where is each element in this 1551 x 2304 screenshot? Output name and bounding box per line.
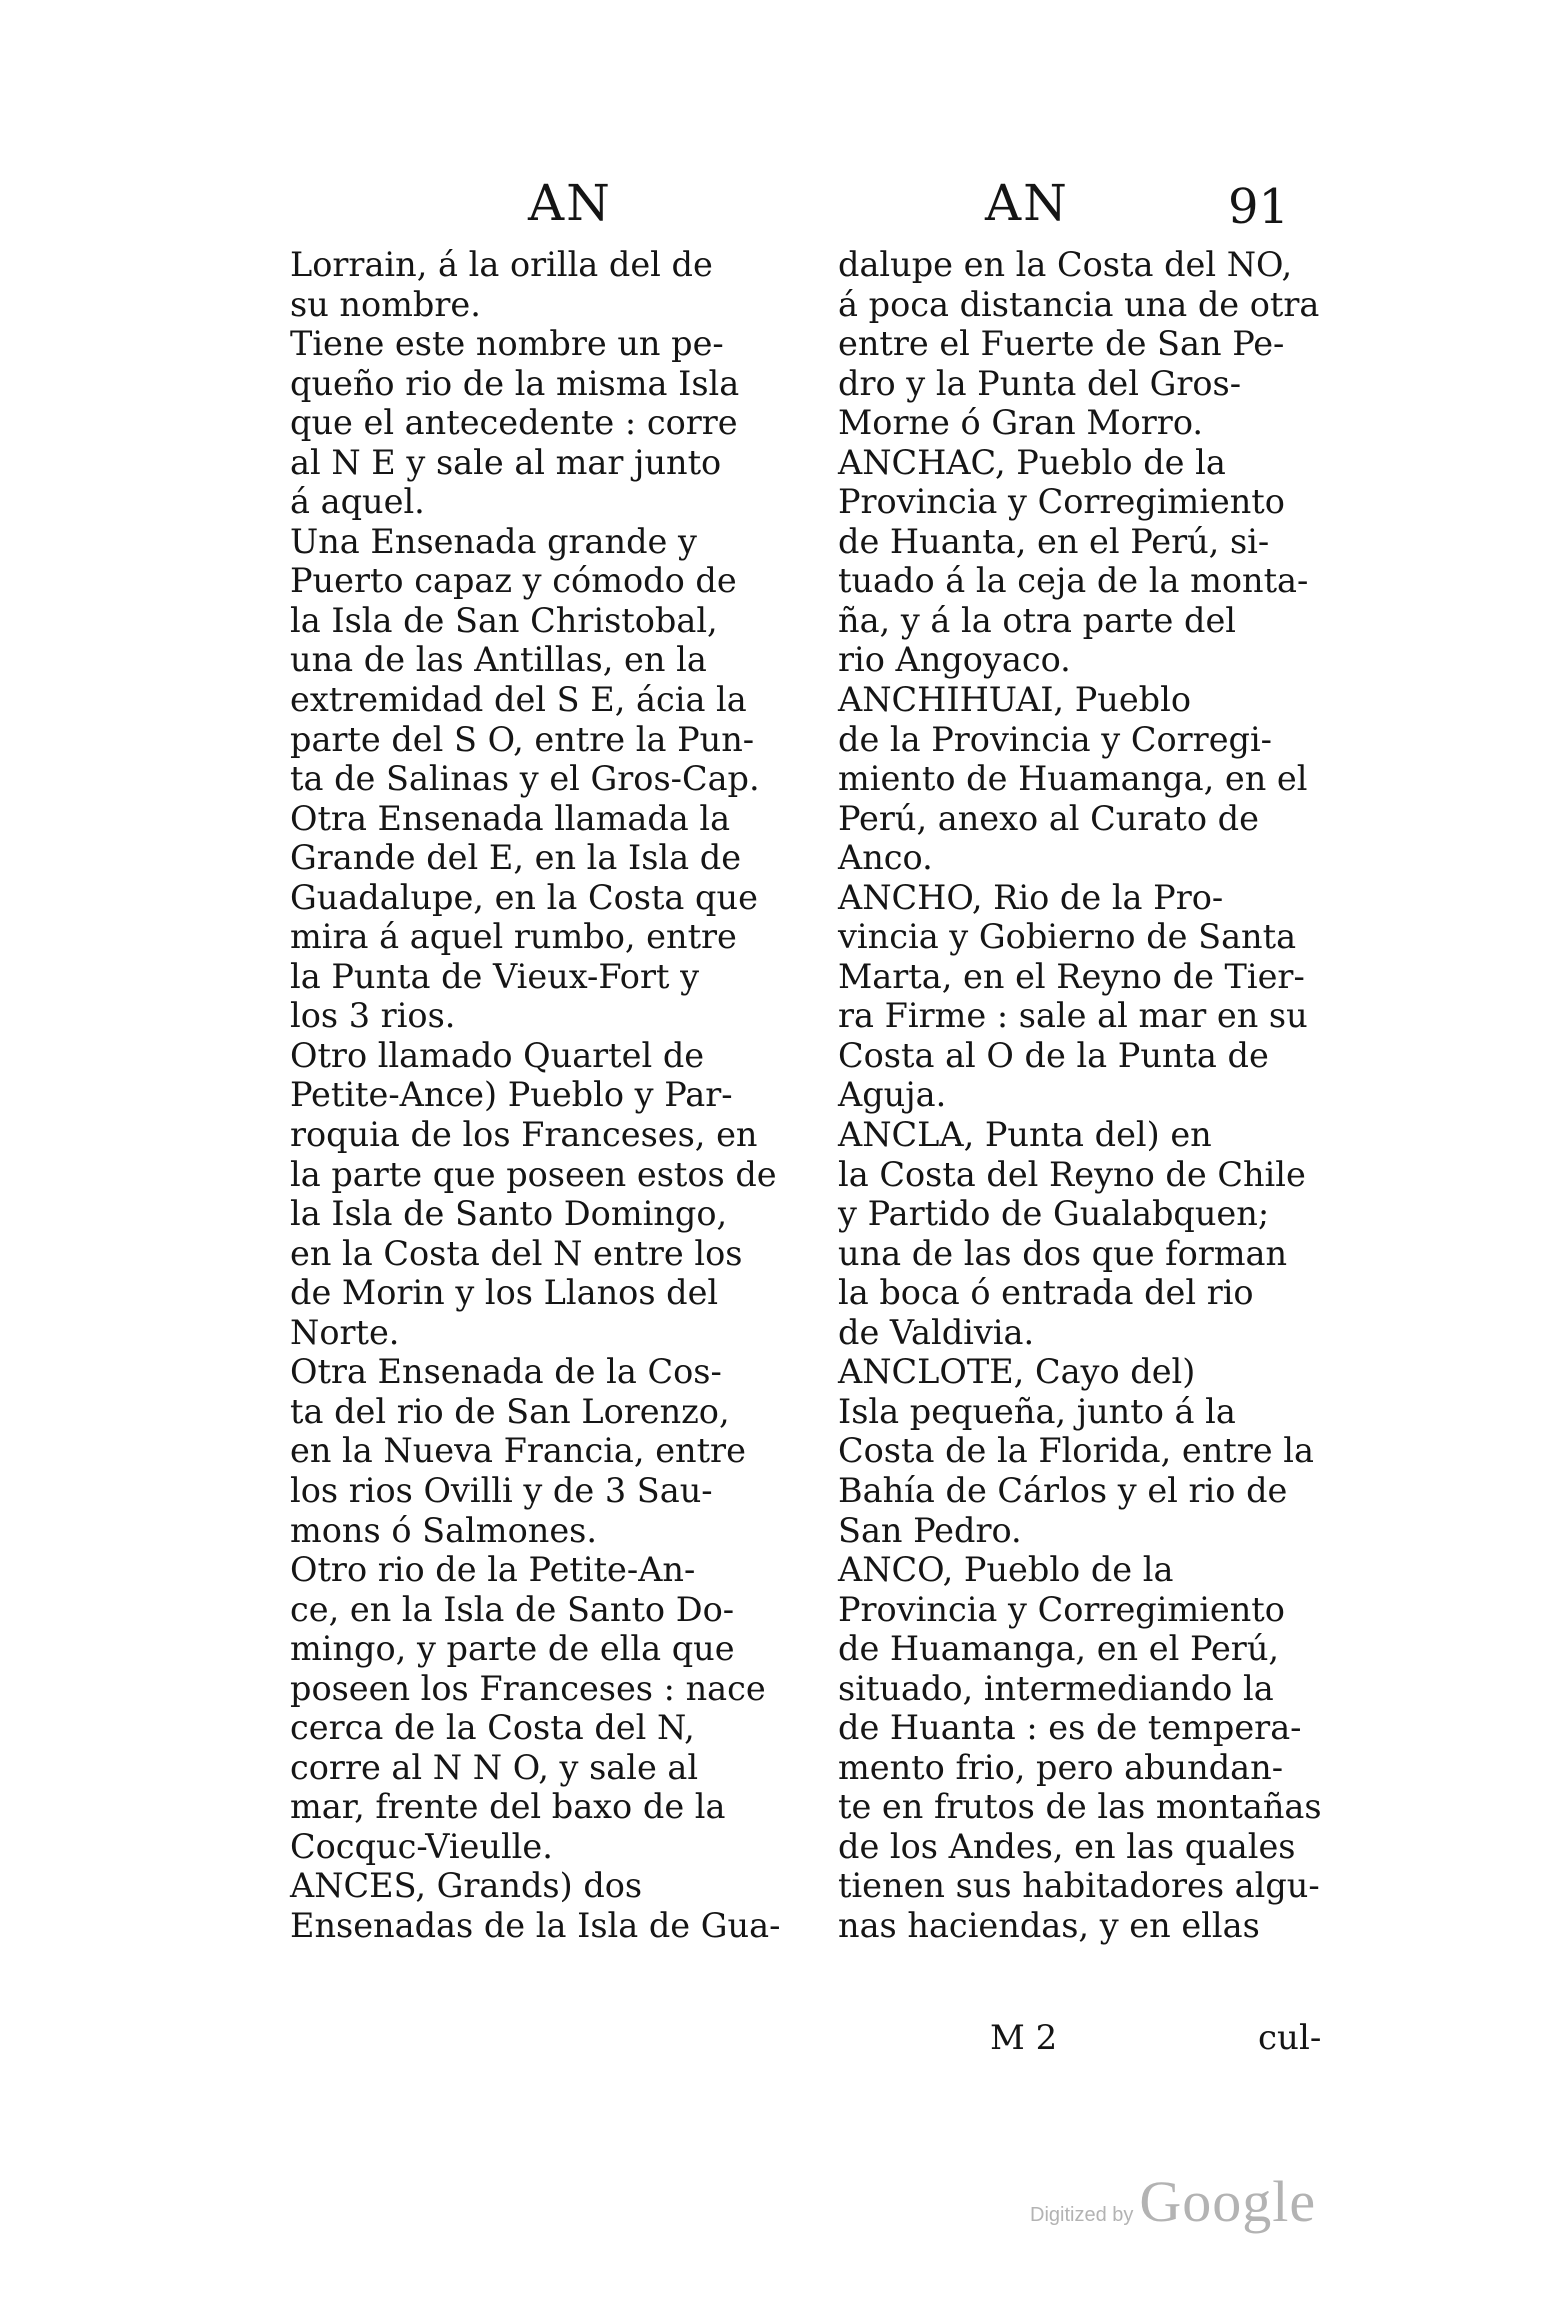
text-line: la boca ó entrada del rio	[838, 1273, 1254, 1313]
text-line: ña, y á la otra parte del	[838, 600, 1236, 640]
text-line: Bahía de Cárlos y el rio de	[838, 1470, 1288, 1510]
text-line: ta de Salinas y el Gros-Cap.	[290, 759, 760, 799]
text-line: San Pedro.	[838, 1510, 1022, 1550]
text-line: dalupe en la Costa del NO,	[838, 245, 1293, 284]
text-line: Costa de la Florida, entre la	[838, 1431, 1314, 1471]
text-line: una de las Antillas, en la	[290, 640, 707, 680]
text-line: la Costa del Reyno de Chile	[838, 1154, 1306, 1194]
text-line: Ensenadas de la Isla de Gua-	[290, 1905, 781, 1945]
text-line: Guadalupe, en la Costa que	[290, 877, 758, 917]
text-line: extremidad del S E, ácia la	[290, 680, 747, 720]
text-line: ANCLOTE, Cayo del)	[838, 1352, 1196, 1392]
digitized-label: Digitized by	[1030, 2204, 1134, 2226]
text-line: de Huamanga, en el Perú,	[838, 1629, 1280, 1669]
text-line: corre al N N O, y sale al	[290, 1747, 699, 1787]
google-logo: Google	[1139, 2169, 1317, 2234]
text-line: poseen los Franceses : nace	[290, 1668, 766, 1708]
text-line: ra Firme : sale al mar en su	[838, 996, 1308, 1036]
text-line: á aquel.	[290, 482, 425, 522]
text-line: los rios Ovilli y de 3 Sau-	[290, 1470, 713, 1510]
text-line: Una Ensenada grande y	[290, 521, 697, 561]
text-line: Grande del E, en la Isla de	[290, 838, 742, 878]
running-head-right: AN	[985, 174, 1069, 232]
text-line: Tiene este nombre un pe-	[290, 324, 724, 364]
digitized-watermark	[1030, 2168, 1316, 2238]
text-line: Otro rio de la Petite-An-	[290, 1550, 696, 1590]
text-line: entre el Fuerte de San Pe-	[838, 324, 1285, 364]
text-line: dro y la Punta del Gros-	[838, 363, 1242, 403]
text-line: mento frio, pero abundan-	[838, 1747, 1284, 1787]
text-line: Norte.	[290, 1312, 400, 1352]
text-line: Petite-Ance) Pueblo y Par-	[290, 1075, 733, 1115]
text-line: tienen sus habitadores algu-	[838, 1866, 1320, 1906]
text-line: Lorrain, á la orilla del de	[290, 245, 713, 284]
text-line: ce, en la Isla de Santo Do-	[290, 1589, 735, 1629]
text-line: te en frutos de las montañas	[838, 1787, 1322, 1827]
text-line: ANCHAC, Pueblo de la	[838, 442, 1226, 482]
text-line: al N E y sale al mar junto	[290, 442, 722, 482]
text-line: cerca de la Costa del N,	[290, 1708, 695, 1748]
text-line: Provincia y Corregimiento	[838, 482, 1285, 522]
text-line: la Punta de Vieux-Fort y	[290, 956, 700, 996]
signature-mark: M 2	[990, 2018, 1058, 2058]
text-line: mons ó Salmones.	[290, 1510, 597, 1550]
text-line: Marta, en el Reyno de Tier-	[838, 956, 1305, 996]
text-line: de Valdivia.	[838, 1312, 1035, 1352]
text-line: de los Andes, en las quales	[838, 1826, 1296, 1866]
text-line: ANCO, Pueblo de la	[838, 1550, 1174, 1590]
text-line: Otra Ensenada llamada la	[290, 798, 731, 838]
text-line: rio Angoyaco.	[838, 640, 1071, 680]
page-number: 91	[1228, 179, 1290, 235]
text-line: que el antecedente : corre	[290, 403, 738, 443]
text-line: Otro llamado Quartel de	[290, 1035, 705, 1075]
text-line: ANCHIHUAI, Pueblo	[838, 680, 1191, 720]
text-line: en la Costa del N entre los	[290, 1233, 743, 1273]
text-line: de Huanta, en el Perú, si-	[838, 521, 1270, 561]
left-text-column	[290, 245, 790, 1946]
text-line: ANCHO, Rio de la Pro-	[838, 877, 1224, 917]
text-line: y Partido de Gualabquen;	[838, 1194, 1270, 1234]
text-line: la parte que poseen estos de	[290, 1154, 777, 1194]
text-line: ANCLA, Punta del) en	[838, 1115, 1212, 1155]
text-line: Provincia y Corregimiento	[838, 1589, 1285, 1629]
text-line: Puerto capaz y cómodo de	[290, 561, 737, 601]
text-line: miento de Huamanga, en el	[838, 759, 1308, 799]
text-line: ta del rio de San Lorenzo,	[290, 1391, 730, 1431]
text-line: la Isla de San Christobal,	[290, 600, 718, 640]
text-line: Perú, anexo al Curato de	[838, 798, 1259, 838]
text-line: tuado á la ceja de la monta-	[838, 561, 1309, 601]
text-line: Otra Ensenada de la Cos-	[290, 1352, 722, 1392]
text-line: á poca distancia una de otra	[838, 284, 1320, 324]
text-line: de Morin y los Llanos del	[290, 1273, 719, 1313]
text-line: de la Provincia y Corregi-	[838, 719, 1272, 759]
text-line: parte del S O, entre la Pun-	[290, 719, 755, 759]
text-line: la Isla de Santo Domingo,	[290, 1194, 728, 1234]
text-line: vincia y Gobierno de Santa	[838, 917, 1297, 957]
catchword: cul-	[1258, 2018, 1322, 2058]
text-line: mar, frente del baxo de la	[290, 1787, 726, 1827]
text-line: roquia de los Franceses, en	[290, 1115, 758, 1155]
text-line: mingo, y parte de ella que	[290, 1629, 735, 1669]
text-line: de Huanta : es de tempera-	[838, 1708, 1302, 1748]
running-head-left: AN	[528, 174, 612, 232]
text-line: Aguja.	[838, 1075, 947, 1115]
text-line: situado, intermediando la	[838, 1668, 1274, 1708]
text-line: queño rio de la misma Isla	[290, 363, 740, 403]
right-text-column	[838, 245, 1338, 1946]
text-line: Cocquc-Vieulle.	[290, 1826, 553, 1866]
text-line: Isla pequeña, junto á la	[838, 1391, 1236, 1431]
text-line: en la Nueva Francia, entre	[290, 1431, 746, 1471]
text-line: Anco.	[838, 838, 933, 878]
text-line: una de las dos que forman	[838, 1233, 1288, 1273]
text-line: los 3 rios.	[290, 996, 456, 1036]
text-line: Costa al O de la Punta de	[838, 1035, 1269, 1075]
text-line: su nombre.	[290, 284, 481, 324]
text-line: Morne ó Gran Morro.	[838, 403, 1204, 443]
text-line: ANCES, Grands) dos	[290, 1866, 643, 1906]
text-line: mira á aquel rumbo, entre	[290, 917, 737, 957]
text-line: nas haciendas, y en ellas	[838, 1905, 1260, 1945]
